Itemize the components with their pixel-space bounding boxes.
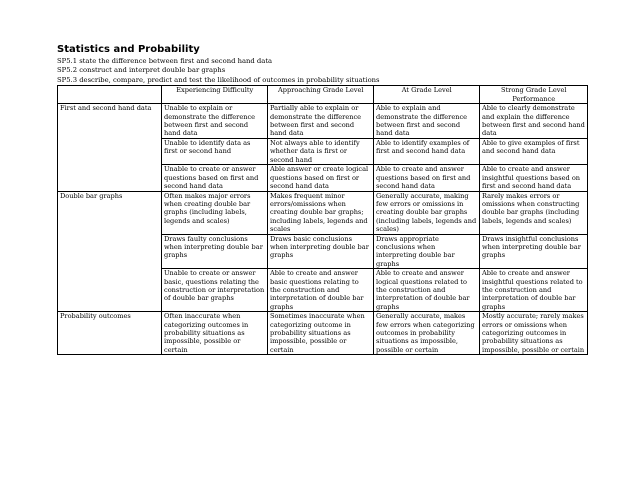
rubric-table	[57, 85, 588, 355]
header-row	[58, 86, 588, 104]
table-cell: Able answer or create logical questions based on first or second hand data	[268, 165, 374, 191]
table-cell: Draws basic conclusions when interpreting double bar graphs	[268, 234, 374, 269]
table-cell: Makes frequent minor errors/omissions when creating double bar graphs; including labels, legends and scales	[268, 191, 374, 234]
table-cell: Partially able to explain or demonstrate the difference between first and second hand data	[268, 104, 374, 139]
table-cell: Able to create and answer basic questions relating to the construction and interpretation of double bar graphs	[268, 269, 374, 312]
header-strong-grade-level-performance: Strong Grade Level Performance	[480, 86, 588, 104]
header-approaching-grade-level: Approaching Grade Level	[268, 86, 374, 104]
table-cell: Sometimes inaccurate when categorizing outcome in probability situations as impossible, possible or certain	[268, 312, 374, 355]
table-cell: Able to give examples of first and second hand data	[480, 139, 588, 165]
table-cell: Often makes major errors when creating double bar graphs (including labels, legends and scales)	[162, 191, 268, 234]
table-cell: Unable to create or answer questions based on first and second hand data	[162, 165, 268, 191]
table-cell: Able to identify examples of first and second hand data	[374, 139, 480, 165]
table-cell: Able to explain and demonstrate the difference between first and second hand data	[374, 104, 480, 139]
table-cell: Able to create and answer insightful questions related to the construction and interpretation of double bar graphs	[480, 269, 588, 312]
table-cell: Unable to create or answer basic, questions relating the construction or interpretation of double bar graphs	[162, 269, 268, 312]
document-title: Statistics and Probability	[57, 44, 200, 55]
table-cell: Unable to explain or demonstrate the difference between first and second hand data	[162, 104, 268, 139]
rubric-document	[57, 44, 587, 355]
table-cell: Unable to identify data as first or second hand	[162, 139, 268, 165]
table-cell: Mostly accurate; rarely makes errors or omissions when categorizing outcomes in probability situations as impossible, possible or certain	[480, 312, 588, 355]
table-cell: Able to clearly demonstrate and explain the difference between first and second hand data	[480, 104, 588, 139]
outcome-sp5-2: SP5.2 construct and interpret double bar graphs	[57, 66, 226, 75]
header-experiencing-difficulty: Experiencing Difficulty	[162, 86, 268, 104]
table-cell: Draws faulty conclusions when interpreting double bar graphs	[162, 234, 268, 269]
table-cell: Rarely makes errors or omissions when constructing double bar graphs (including labels, legends and scales)	[480, 191, 588, 234]
category-cell: Probability outcomes	[58, 312, 162, 355]
category-cell: First and second hand data	[58, 104, 162, 191]
header-cell-blank	[58, 86, 162, 104]
table-row	[58, 104, 588, 139]
table-row	[58, 312, 588, 355]
table-cell: Able to create and answer questions based on first and second hand data	[374, 165, 480, 191]
category-cell: Double bar graphs	[58, 191, 162, 312]
outcome-sp5-3: SP5.3 describe, compare, predict and test the likelihood of outcomes in probability situations	[57, 75, 380, 84]
table-cell: Often inaccurate when categorizing outcomes in probability situations as impossible, possible or certain	[162, 312, 268, 355]
table-cell: Able to create and answer insightful questions based on first and second hand data	[480, 165, 588, 191]
table-cell: Generally accurate, making few errors or omissions in creating double bar graphs (including labels, legends and scales)	[374, 191, 480, 234]
table-cell: Not always able to identify whether data is first or second hand	[268, 139, 374, 165]
table-cell: Draws appropriate conclusions when interpreting double bar graphs	[374, 234, 480, 269]
table-row	[58, 191, 588, 234]
table-cell: Generally accurate, makes few errors when categorizing outcomes in probability situations as impossible, possible or certain	[374, 312, 480, 355]
table-cell: Able to create and answer logical questions related to the construction and interpretation of double bar graphs	[374, 269, 480, 312]
outcome-sp5-1: SP5.1 state the difference between first and second hand data	[57, 57, 273, 65]
table-cell: Draws insightful conclusions when interpreting double bar graphs	[480, 234, 588, 269]
header-at-grade-level: At Grade Level	[374, 86, 480, 104]
